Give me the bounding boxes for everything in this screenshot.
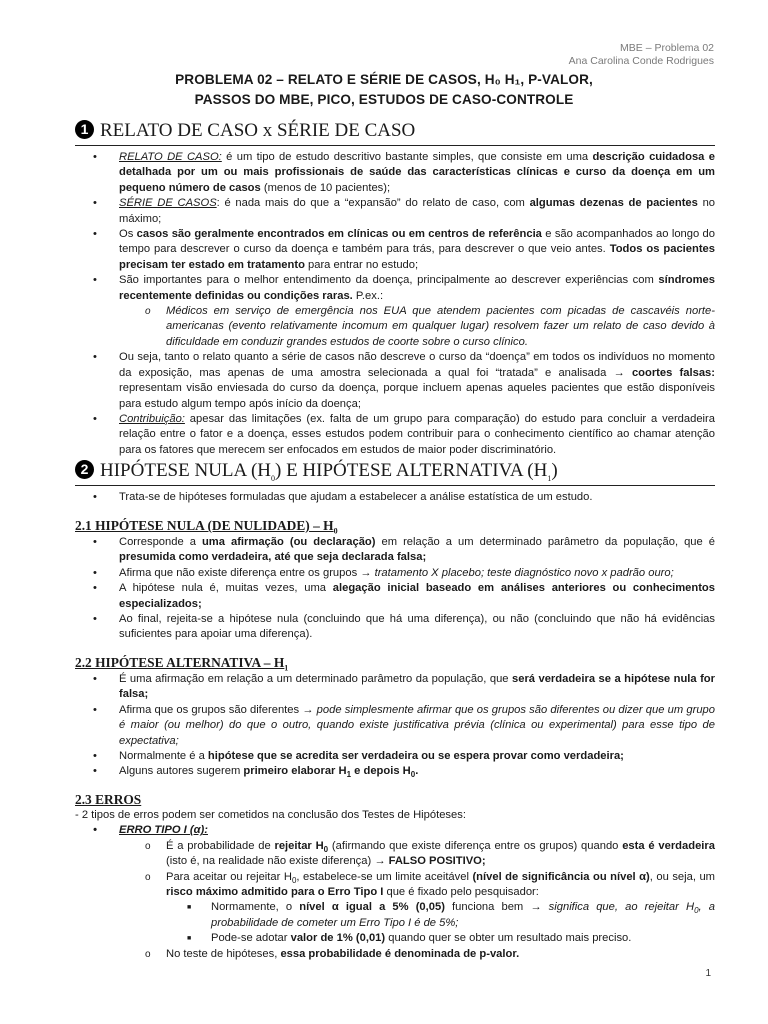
- bold-text: esta é verdadeira: [622, 839, 715, 852]
- list-item: [75, 566, 715, 581]
- sub-list-item: o Médicos em serviço de emergência nos EUA que atendem pacientes com picadas de cascavéis norte-americanas (evento relativamente incomum em qualquer lugar) resolvem fazer um relato de caso devido à dificuldade em conduzir grandes estudos de coorte sobre o curso clínico.: [75, 304, 715, 350]
- text: É uma afirmação em relação a um determinado parâmetro da população, que: [119, 673, 512, 685]
- term-label: Contribuição:: [119, 412, 185, 425]
- title-line-1: PROBLEMA 02 – RELATO E SÉRIE DE CASOS, H₀ H₁, P-VALOR,: [175, 72, 593, 87]
- bold-text: coortes falsas:: [631, 366, 716, 379]
- text: Para aceitar ou rejeitar H: [166, 870, 292, 883]
- list-item: [75, 273, 715, 304]
- text: , ou seja, um: [649, 870, 715, 883]
- subsection-2-3-list: [75, 808, 715, 962]
- bold-text: e depois H: [351, 765, 411, 778]
- section-1-list: [75, 150, 715, 458]
- text: Pode-se adotar: [211, 932, 291, 945]
- list-item: [75, 150, 715, 196]
- section-2-intro: [75, 490, 715, 505]
- text: Normamente, o: [211, 901, 300, 914]
- bold-text: algumas dezenas de pacientes: [529, 197, 698, 210]
- list-item: [75, 581, 715, 612]
- sub-list-item: [75, 947, 715, 962]
- subscript: 0: [694, 906, 699, 916]
- sub-list-item: [75, 870, 715, 901]
- list-item: • Trata-se de hipóteses formuladas que ajudam a estabelecer a análise estatística de um estudo.: [75, 490, 715, 505]
- heading-text: 2.2 HIPÓTESE ALTERNATIVA – H: [75, 655, 285, 670]
- text: apesar das limitações (ex. falta de um grupo para comparação) do estudo para concluir a verdadeira relação entre o fator e a doença, esses estudos podem contribuir para o conhecimento científico ao chamar atenção para os fatores que merecem ser enfocados em estudos de maior poder discriminatório.: [119, 412, 715, 456]
- bold-text: casos são geralmente encontrados em clínicas ou em centros de referência: [136, 228, 542, 241]
- list-item: [75, 749, 715, 764]
- text: quando quer se obter um resultado mais preciso.: [385, 932, 632, 945]
- title-line-2: PASSOS DO MBE, PICO, ESTUDOS DE CASO-CONTROLE: [194, 92, 574, 107]
- section-number-badge: 2: [75, 460, 94, 479]
- subsection-2-2-list: [75, 672, 715, 780]
- list-item: [75, 764, 715, 779]
- text: Afirma que os grupos são diferentes →: [119, 703, 317, 716]
- section-1-heading: [75, 120, 715, 146]
- bold-text: será verdadeira se a hipótese nula for falsa;: [119, 673, 715, 701]
- list-item: [75, 412, 715, 458]
- heading-text: HIPÓTESE NULA (H: [100, 460, 271, 481]
- bold-text: essa probabilidade é denominada de p-valor.: [280, 947, 520, 960]
- bold-text: valor de 1% (0,01): [290, 932, 386, 945]
- sub-sub-list-item: [75, 900, 715, 931]
- subscript: 1: [547, 473, 552, 483]
- bold-text: .: [415, 765, 419, 778]
- list-item: [75, 227, 715, 273]
- bold-text: descrição cuidadosa e detalhada por um ou mais profissionais de saúde das características clínicas e curso da doença em um pequeno número de casos: [119, 151, 715, 194]
- subscript: 1: [346, 770, 352, 780]
- text: (isto é, na realidade não existe diferença) →: [166, 855, 389, 868]
- bold-text: risco máximo admitido para o Erro Tipo I: [166, 886, 384, 899]
- text: funciona bem →: [444, 901, 549, 914]
- list-item: [75, 196, 715, 227]
- text: P.ex.:: [352, 289, 384, 302]
- section-number-badge: 1: [75, 120, 94, 139]
- bold-text: (nível de significância ou nível α): [472, 870, 650, 883]
- section-2-heading: [75, 460, 715, 486]
- bold-text: uma afirmação (ou declaração): [201, 536, 376, 548]
- text: : é nada mais do que a “expansão” do relato de caso, com: [216, 197, 530, 210]
- text: Ou seja, tanto o relato quanto a série de casos não descreve o curso da “doença” em todos os indivíduos no momento da exposição, mas apenas de uma amostra selecionada a qual foi “tratada” e analisada →: [119, 351, 715, 379]
- bold-text: primeiro elaborar H: [243, 765, 347, 778]
- list-item: [75, 672, 715, 703]
- text: É a probabilidade de: [166, 839, 275, 852]
- text: é um tipo de estudo descritivo bastante simples, que consiste em uma: [221, 151, 593, 163]
- subsection-2-2-heading: [75, 655, 288, 671]
- text: Alguns autores sugerem: [119, 765, 244, 778]
- italic-text: significa que, ao rejeitar H: [548, 901, 695, 914]
- author-name: Ana Carolina Conde Rodrigues: [568, 55, 714, 67]
- text: no máximo;: [119, 197, 716, 225]
- subsection-2-1-list: [75, 535, 715, 643]
- sub-list-item: [75, 839, 715, 870]
- subsection-2-1-heading: [75, 518, 338, 534]
- text: , estabelece-se um limite aceitável: [296, 870, 473, 883]
- text: Normalmente é a: [119, 750, 208, 763]
- subscript: 0: [291, 875, 297, 885]
- bold-text: nível α igual a 5% (0,05): [299, 901, 445, 914]
- text: que é fixado pelo pesquisador:: [383, 886, 539, 899]
- running-header: [569, 42, 714, 68]
- error-type-1-label: • ERRO TIPO I (α):: [75, 823, 715, 838]
- italic-text: , a probabilidade de cometer um Erro Tipo I é de 5%;: [211, 901, 715, 929]
- page-number: 1: [705, 968, 711, 979]
- subscript: 0: [271, 473, 275, 483]
- heading-text: 2.1 HIPÓTESE NULA (DE NULIDADE) – H: [75, 518, 334, 533]
- bold-text: alegação inicial baseado em análises anteriores ou conhecimentos especializados;: [119, 582, 715, 610]
- list-item: [75, 703, 715, 749]
- italic-text: tratamento X placebo; teste diagnóstico novo x padrão ouro;: [374, 566, 674, 579]
- document-title: [60, 70, 708, 110]
- list-item: • Ao final, rejeita-se a hipótese nula (concluindo que há uma diferença), ou não (concluindo que não há evidências suficientes para apoiar uma diferença).: [75, 612, 715, 643]
- text: representam visão enviesada do curso da doença, porque incluem apenas aqueles pacientes que estão disponíveis para estudo algum tempo após início da doença;: [119, 382, 715, 410]
- heading-text: ): [551, 460, 558, 481]
- subscript: 0: [410, 770, 416, 780]
- term-label: RELATO DE CASO:: [119, 151, 222, 163]
- subscript: 0: [323, 845, 329, 855]
- bold-text: Todos os pacientes precisam ter estado em tratamento: [119, 243, 715, 271]
- bold-text: presumida como verdadeira, até que seja declarada falsa;: [119, 551, 427, 564]
- text: (menos de 10 pacientes);: [260, 181, 391, 194]
- text: São importantes para o melhor entendimento da doença, principalmente ao descrever experiências com: [119, 274, 659, 287]
- section-1-title: RELATO DE CASO x SÉRIE DE CASO: [100, 120, 416, 141]
- text: Afirma que não existe diferença entre os grupos →: [119, 566, 375, 579]
- doc-reference: MBE – Problema 02: [620, 42, 714, 54]
- text: No teste de hipóteses,: [166, 947, 281, 960]
- text: Os: [119, 228, 137, 241]
- bold-text: hipótese que se acredita ser verdadeira ou se espera provar como verdadeira;: [207, 750, 624, 763]
- bold-text: rejeitar H: [274, 839, 324, 852]
- subsection-2-3-heading: 2.3 ERROS: [75, 792, 142, 807]
- bold-text: síndromes recentemente definidas ou condições raras.: [119, 274, 715, 302]
- subscript: 0: [333, 526, 338, 536]
- heading-text: ) E HIPÓTESE ALTERNATIVA (H: [275, 460, 548, 481]
- term-label: SÉRIE DE CASOS: [119, 197, 217, 210]
- italic-text: pode simplesmente afirmar que os grupos são diferentes ou dizer que um grupo é maior (ou melhor) do que o outro, quando existe justificativa prévia (clínica ou experimental) para esse tipo de expectativa;: [119, 703, 715, 747]
- text: em relação a um determinado parâmetro da população, que é: [375, 536, 715, 548]
- sub-sub-list-item: [75, 931, 715, 946]
- text: Corresponde a: [119, 536, 202, 548]
- bold-text: FALSO POSITIVO;: [388, 855, 486, 868]
- text: para entrar no estudo;: [304, 258, 419, 271]
- errors-intro: - 2 tipos de erros podem ser cometidos na conclusão dos Testes de Hipóteses:: [75, 809, 466, 821]
- subscript: 1: [284, 663, 289, 673]
- list-item: [75, 535, 715, 566]
- text: A hipótese nula é, muitas vezes, uma: [119, 582, 333, 595]
- text: e são acompanhados ao longo do tempo para descrever o curso da doença e também para trás, para descrever o que veio antes.: [119, 228, 715, 256]
- text: (afirmando que existe diferença entre os grupos) quando: [328, 839, 623, 852]
- list-item: [75, 350, 715, 412]
